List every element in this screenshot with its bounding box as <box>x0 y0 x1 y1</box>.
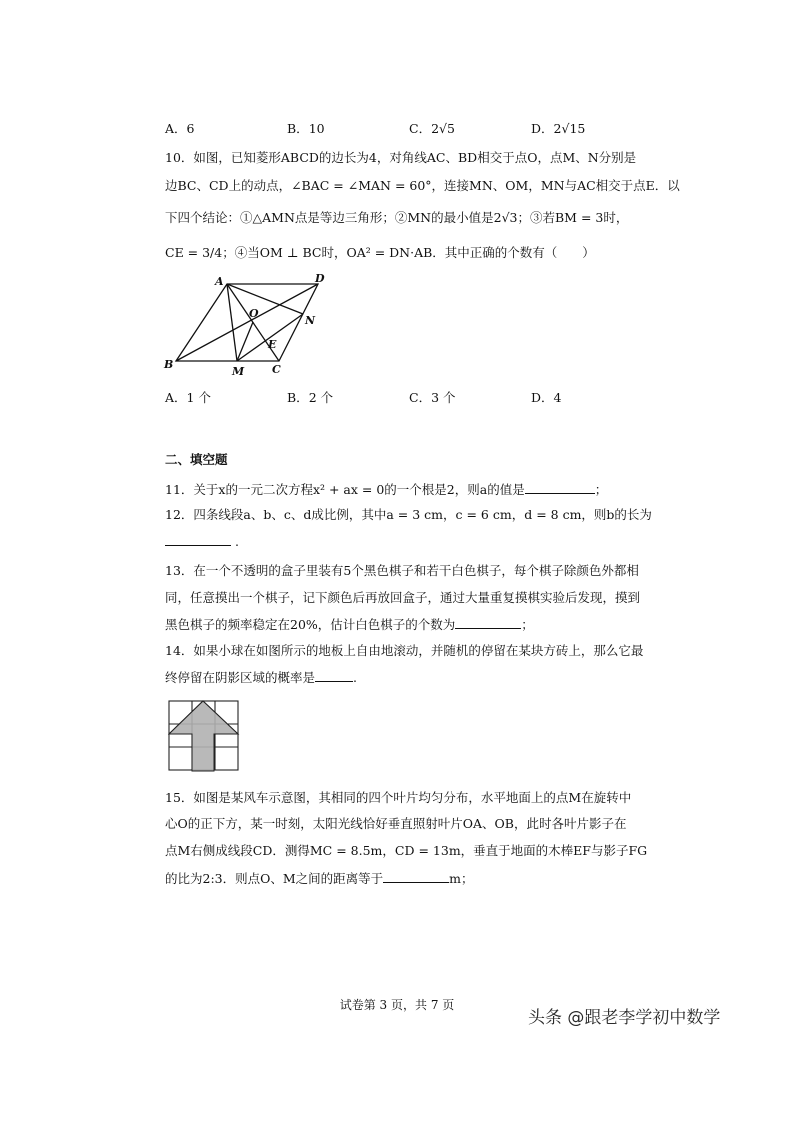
rhombus-figure <box>160 272 340 382</box>
q14-line1: 14．如果小球在如图所示的地板上自由地滚动，并随机的停留在某块方砖上，那么它最 <box>165 643 644 658</box>
option-letter: D． <box>531 390 554 405</box>
option-text: 2√15 <box>553 121 586 136</box>
q10-line4: CE = 3/4；④当OM ⊥ BC时，OA² = DN·AB．其中正确的个数有（ ） <box>165 245 595 260</box>
q11-tail: ； <box>594 482 608 497</box>
label-m: M <box>232 365 245 378</box>
q15-line4 <box>165 870 474 887</box>
q15-tail: m； <box>449 871 474 886</box>
option-letter: D． <box>531 121 554 136</box>
answer-blank[interactable] <box>165 533 231 546</box>
q13-line3 <box>165 616 534 633</box>
q12-line2 <box>165 533 239 550</box>
page-footer: 试卷第 3 页，共 7 页 <box>339 998 455 1012</box>
q14-line2 <box>165 669 357 686</box>
option-letter: A． <box>165 121 187 136</box>
q13-line3-text: 黑色棋子的频率稳定在20%，估计白色棋子的个数为 <box>165 617 456 632</box>
option-text: 2 个 <box>308 390 334 405</box>
q12-line1: 12．四条线段a、b、c、d成比例，其中a = 3 cm，c = 6 cm，d = 8 cm，则b的长为 <box>165 507 652 522</box>
watermark: 头条 @跟老李学初中数学 <box>528 1008 721 1028</box>
q13-line1: 13．在一个不透明的盒子里装有5个黑色棋子和若干白色棋子，每个棋子除颜色外都相 <box>165 563 639 578</box>
option-letter: C． <box>409 121 432 136</box>
shaded-arrow-overlay <box>169 701 238 771</box>
q14-line2-text: 终停留在阴影区域的概率是 <box>165 670 316 685</box>
q10-line2: 边BC、CD上的动点，∠BAC = ∠MAN = 60°，连接MN、OM，MN与AC相交于点E．以 <box>165 178 680 193</box>
answer-blank[interactable] <box>383 870 449 883</box>
q15-line1: 15．如图是某风车示意图，其相同的四个叶片均匀分布，水平地面上的点M在旋转中 <box>165 790 632 805</box>
q10-option-a <box>165 388 211 406</box>
q15-line2: 心O的正下方，某一时刻，太阳光线恰好垂直照射叶片OA、OB，此时各叶片影子在 <box>165 816 627 831</box>
q12-tail: . <box>234 534 239 549</box>
q13-tail: ； <box>521 617 534 632</box>
option-text: 2√5 <box>431 121 455 136</box>
option-text: 4 <box>553 390 562 405</box>
diagonal-bd <box>176 284 318 361</box>
q9-option-b <box>287 119 325 137</box>
label-c: C <box>272 363 281 376</box>
q11-text: 11．关于x的一元二次方程x² + ax = 0的一个根是2，则a的值是 <box>165 482 525 497</box>
label-a: A <box>215 275 224 288</box>
option-letter: B． <box>287 390 309 405</box>
q14-tail: . <box>353 670 357 685</box>
option-letter: A． <box>165 390 187 405</box>
option-text: 6 <box>186 121 195 136</box>
option-text: 1 个 <box>186 390 211 405</box>
label-n: N <box>305 314 316 327</box>
q10-option-d <box>531 388 561 406</box>
floor-tiles-figure <box>168 700 240 772</box>
option-letter: B． <box>287 121 309 136</box>
option-letter: C． <box>409 390 432 405</box>
q15-line4-text: 的比为2:3．则点O、M之间的距离等于 <box>165 871 384 886</box>
q10-option-c <box>409 388 456 406</box>
option-text: 10 <box>308 121 325 136</box>
answer-blank[interactable] <box>315 669 353 682</box>
label-b: B <box>164 358 174 371</box>
q10-line3: 下四个结论：①△AMN点是等边三角形；②MN的最小值是2√3；③若BM = 3时， <box>165 210 629 225</box>
q11 <box>165 481 607 498</box>
q9-option-a <box>165 119 194 137</box>
q10-line1: 10．如图，已知菱形ABCD的边长为4，对角线AC、BD相交于点O，点M、N分别是 <box>165 150 637 165</box>
answer-blank[interactable] <box>525 481 595 494</box>
q9-option-d <box>531 119 585 137</box>
label-d: D <box>315 272 325 285</box>
q13-line2: 同，任意摸出一个棋子，记下颜色后再放回盒子，通过大量重复摸棋实验后发现，摸到 <box>165 590 641 605</box>
label-e: E <box>268 338 277 351</box>
q9-option-c <box>409 119 455 137</box>
q10-option-b <box>287 388 333 406</box>
section-title: 二、填空题 <box>165 452 228 467</box>
q15-line3: 点M右侧成线段CD．测得MC = 8.5m，CD = 13m，垂直于地面的木棒EF与影子FG <box>165 843 648 858</box>
answer-blank[interactable] <box>455 616 521 629</box>
label-o: O <box>249 307 259 320</box>
option-text: 3 个 <box>431 390 456 405</box>
